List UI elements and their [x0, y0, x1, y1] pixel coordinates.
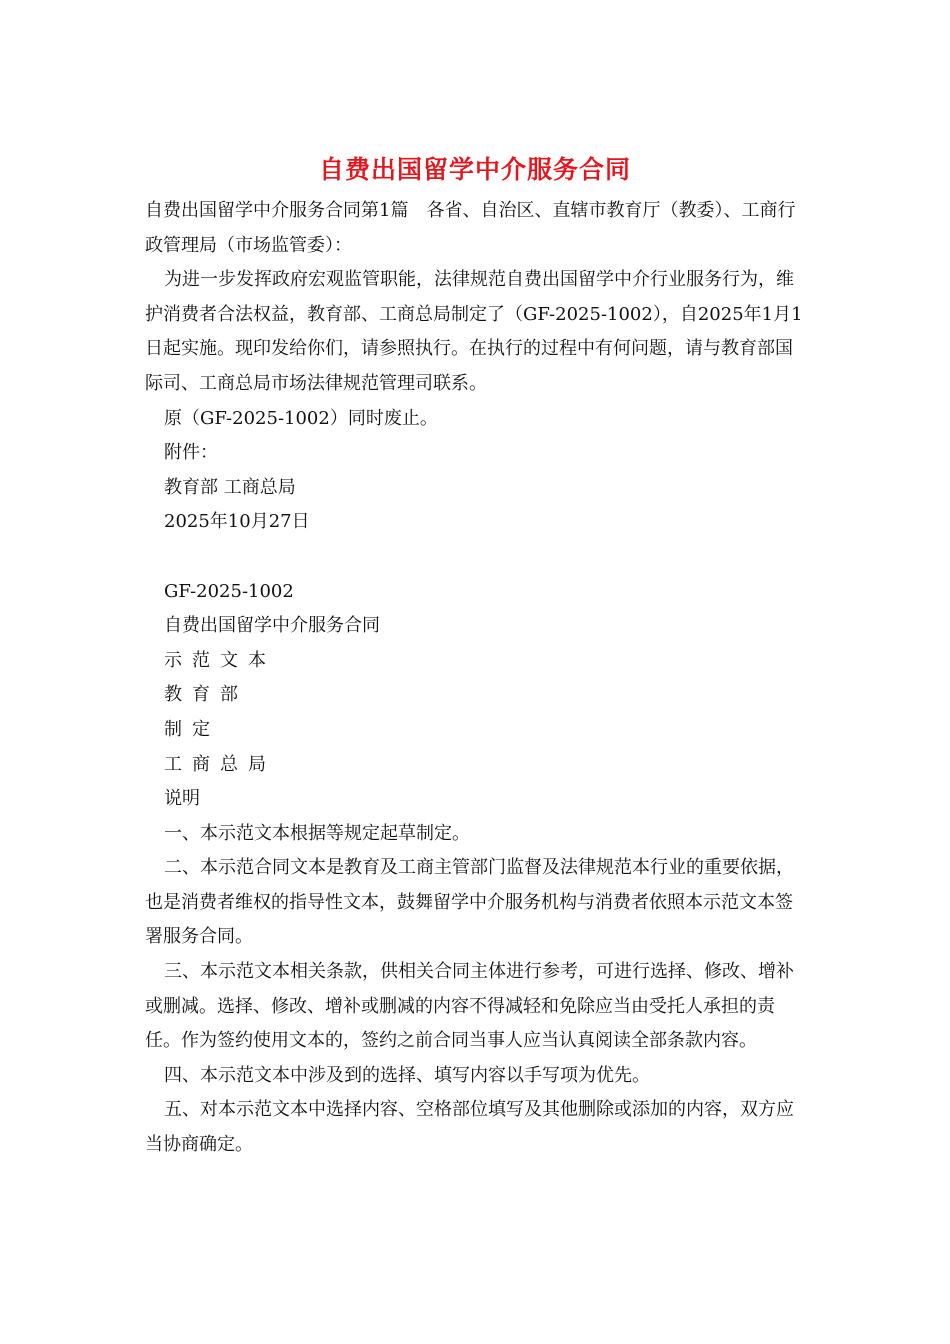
paragraph-recipients: 自费出国留学中介服务合同第1篇 各省、自治区、直辖市教育厅（教委）、工商行政管理局（市场监管委）： [145, 200, 796, 256]
paragraph-enact: 制定 [164, 718, 220, 740]
paragraph-ministry: 教育部 [164, 684, 248, 706]
document-title: 自费出国留学中介服务合同 [318, 155, 631, 184]
paragraph-contract-name: 自费出国留学中介服务合同 [164, 615, 380, 637]
paragraph-model-text: 示范文本 [164, 649, 276, 671]
paragraph-item-3: 三、本示范文本相关条款，供相关合同主体进行参考，可进行选择、修改、增补或删减。选择、修改、增补或删减的内容不得减轻和免除应当由受托人承担的责任。作为签约使用文本的，签约之前合同当事人应当认真阅读全部条款内容。 [145, 961, 794, 1052]
blank-line [145, 540, 810, 575]
paragraph-attachment: 附件： [164, 442, 218, 464]
paragraph-item-2: 二、本示范合同文本是教育及工商主管部门监督及法律规范本行业的重要依据，也是消费者维权的指导性文本，鼓舞留学中介服务机构与消费者依照本示范文本签署服务合同。 [145, 857, 794, 948]
paragraph-abolish: 原（GF-2025-1002）同时废止。 [164, 407, 438, 429]
paragraph-issuers: 教育部 工商总局 [164, 476, 296, 498]
paragraph-code: GF-2025-1002 [164, 580, 294, 602]
paragraph-item-1: 一、本示范文本根据等规定起草制定。 [164, 822, 470, 844]
paragraph-date: 2025年10月27日 [164, 511, 310, 533]
document-body [145, 194, 810, 1163]
paragraph-notice: 为进一步发挥政府宏观监管职能，法律规范自费出国留学中介行业服务行为，维护消费者合法权益，教育部、工商总局制定了（GF-2025-1002），自2025年1月1日起实施。现印发给你们，请参照执行。在执行的过程中有何问题，请与教育部国际司、工商总局市场法律规范管理司联系。 [145, 269, 803, 394]
paragraph-item-5: 五、对本示范文本中选择内容、空格部位填写及其他删除或添加的内容，双方应当协商确定。 [145, 1099, 794, 1156]
paragraph-item-4: 四、本示范文本中涉及到的选择、填写内容以手写项为优先。 [164, 1064, 650, 1086]
paragraph-bureau: 工商总局 [164, 753, 276, 775]
paragraph-explanation-heading: 说明 [164, 788, 200, 810]
